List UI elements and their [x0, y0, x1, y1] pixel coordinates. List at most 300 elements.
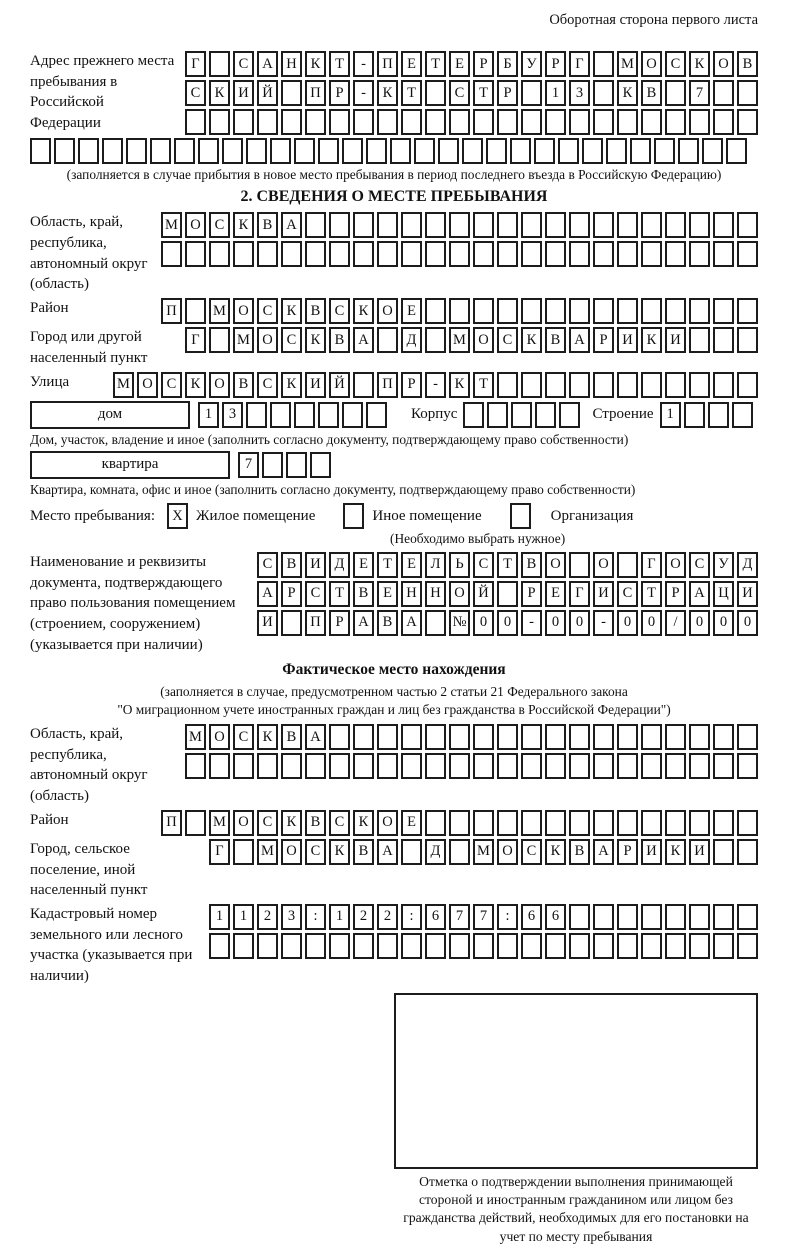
char-box[interactable]: Р — [665, 581, 686, 607]
char-box[interactable] — [294, 402, 315, 428]
char-box[interactable] — [473, 724, 494, 750]
char-box[interactable]: И — [257, 610, 278, 636]
char-box[interactable] — [425, 810, 446, 836]
char-box[interactable]: Е — [401, 298, 422, 324]
char-box[interactable]: К — [353, 810, 374, 836]
char-box[interactable] — [161, 241, 182, 267]
char-box[interactable] — [521, 241, 542, 267]
char-box[interactable] — [737, 298, 758, 324]
char-box[interactable] — [545, 810, 566, 836]
char-box[interactable] — [665, 724, 686, 750]
char-box[interactable] — [737, 327, 758, 353]
char-box[interactable] — [449, 810, 470, 836]
char-box[interactable] — [377, 109, 398, 135]
char-box[interactable] — [713, 724, 734, 750]
char-box[interactable]: С — [521, 839, 542, 865]
char-box[interactable] — [569, 904, 590, 930]
char-box[interactable] — [713, 109, 734, 135]
char-box[interactable] — [449, 933, 470, 959]
char-box[interactable] — [713, 933, 734, 959]
char-box[interactable]: С — [689, 552, 710, 578]
char-box[interactable] — [185, 109, 206, 135]
char-box[interactable]: С — [617, 581, 638, 607]
char-box[interactable] — [425, 109, 446, 135]
char-box[interactable] — [486, 138, 507, 164]
char-box[interactable] — [713, 80, 734, 106]
char-box[interactable] — [473, 298, 494, 324]
char-box[interactable]: Р — [521, 581, 542, 607]
char-box[interactable]: В — [521, 552, 542, 578]
char-box[interactable]: Р — [593, 327, 614, 353]
char-box[interactable]: С — [233, 51, 254, 77]
char-box[interactable] — [185, 753, 206, 779]
char-box[interactable] — [684, 402, 705, 428]
char-box[interactable] — [497, 241, 518, 267]
char-box[interactable]: С — [233, 724, 254, 750]
char-box[interactable]: 1 — [198, 402, 219, 428]
char-box[interactable] — [425, 298, 446, 324]
char-box[interactable] — [641, 753, 662, 779]
char-box[interactable]: К — [521, 327, 542, 353]
char-box[interactable]: 7 — [238, 452, 259, 478]
char-box[interactable] — [737, 810, 758, 836]
char-box[interactable]: В — [257, 212, 278, 238]
char-box[interactable] — [569, 552, 590, 578]
char-box[interactable] — [678, 138, 699, 164]
char-box[interactable]: С — [257, 372, 278, 398]
char-box[interactable]: К — [233, 212, 254, 238]
char-box[interactable] — [665, 298, 686, 324]
char-box[interactable]: С — [281, 327, 302, 353]
char-box[interactable] — [310, 452, 331, 478]
char-box[interactable] — [353, 241, 374, 267]
char-box[interactable]: О — [257, 327, 278, 353]
char-box[interactable] — [569, 372, 590, 398]
char-box[interactable] — [726, 138, 747, 164]
char-box[interactable] — [665, 753, 686, 779]
char-box[interactable]: Д — [401, 327, 422, 353]
char-box[interactable]: 1 — [329, 904, 350, 930]
char-box[interactable]: О — [713, 51, 734, 77]
char-box[interactable] — [545, 212, 566, 238]
char-box[interactable]: - — [593, 610, 614, 636]
char-box[interactable]: - — [521, 610, 542, 636]
char-box[interactable]: Г — [569, 581, 590, 607]
char-box[interactable]: М — [113, 372, 134, 398]
char-box[interactable] — [545, 298, 566, 324]
char-box[interactable]: П — [377, 51, 398, 77]
char-box[interactable]: Й — [473, 581, 494, 607]
char-box[interactable] — [257, 753, 278, 779]
char-box[interactable]: О — [137, 372, 158, 398]
char-box[interactable]: 1 — [233, 904, 254, 930]
char-box[interactable] — [665, 212, 686, 238]
char-box[interactable] — [102, 138, 123, 164]
char-box[interactable] — [665, 109, 686, 135]
char-box[interactable] — [689, 212, 710, 238]
char-box[interactable] — [209, 753, 230, 779]
char-box[interactable]: Е — [545, 581, 566, 607]
char-box[interactable] — [665, 241, 686, 267]
char-box[interactable] — [174, 138, 195, 164]
char-box[interactable]: К — [617, 80, 638, 106]
char-box[interactable]: Г — [641, 552, 662, 578]
char-box[interactable]: В — [353, 581, 374, 607]
char-box[interactable]: : — [401, 904, 422, 930]
char-box[interactable]: С — [257, 298, 278, 324]
char-box[interactable] — [617, 933, 638, 959]
char-box[interactable]: 7 — [689, 80, 710, 106]
char-box[interactable] — [708, 402, 729, 428]
char-box[interactable] — [30, 138, 51, 164]
char-box[interactable] — [737, 724, 758, 750]
char-box[interactable]: М — [233, 327, 254, 353]
char-box[interactable]: С — [305, 839, 326, 865]
char-box[interactable] — [305, 753, 326, 779]
char-box[interactable]: А — [257, 581, 278, 607]
char-box[interactable] — [449, 839, 470, 865]
char-box[interactable]: О — [185, 212, 206, 238]
char-box[interactable]: О — [449, 581, 470, 607]
char-box[interactable] — [305, 241, 326, 267]
char-box[interactable] — [185, 810, 206, 836]
char-box[interactable] — [569, 724, 590, 750]
char-box[interactable]: Р — [329, 610, 350, 636]
char-box[interactable]: В — [281, 552, 302, 578]
char-box[interactable] — [497, 109, 518, 135]
char-box[interactable]: К — [185, 372, 206, 398]
char-box[interactable]: К — [545, 839, 566, 865]
char-box[interactable] — [713, 753, 734, 779]
char-box[interactable] — [689, 241, 710, 267]
char-box[interactable]: М — [209, 810, 230, 836]
char-box[interactable] — [545, 933, 566, 959]
char-box[interactable] — [281, 80, 302, 106]
char-box[interactable] — [414, 138, 435, 164]
char-box[interactable] — [270, 402, 291, 428]
char-box[interactable]: О — [545, 552, 566, 578]
char-box[interactable]: И — [617, 327, 638, 353]
char-box[interactable] — [689, 810, 710, 836]
char-box[interactable]: А — [593, 839, 614, 865]
char-box[interactable]: С — [257, 810, 278, 836]
char-box[interactable]: Н — [281, 51, 302, 77]
char-box[interactable]: С — [665, 51, 686, 77]
char-box[interactable]: П — [161, 298, 182, 324]
char-box[interactable]: С — [497, 327, 518, 353]
char-box[interactable] — [342, 138, 363, 164]
char-box[interactable] — [401, 109, 422, 135]
char-box[interactable] — [702, 138, 723, 164]
char-box[interactable] — [281, 241, 302, 267]
char-box[interactable] — [713, 372, 734, 398]
char-box[interactable]: Н — [401, 581, 422, 607]
char-box[interactable] — [617, 724, 638, 750]
char-box[interactable] — [257, 933, 278, 959]
char-box[interactable]: П — [305, 610, 326, 636]
char-box[interactable]: К — [257, 724, 278, 750]
char-box[interactable] — [233, 753, 254, 779]
char-box[interactable]: 3 — [281, 904, 302, 930]
char-box[interactable] — [449, 724, 470, 750]
char-box[interactable] — [665, 372, 686, 398]
char-box[interactable] — [342, 402, 363, 428]
char-box[interactable]: А — [281, 212, 302, 238]
char-box[interactable]: А — [353, 327, 374, 353]
char-box[interactable]: Г — [209, 839, 230, 865]
char-box[interactable]: Р — [497, 80, 518, 106]
char-box[interactable] — [318, 138, 339, 164]
char-box[interactable] — [353, 372, 374, 398]
char-box[interactable] — [511, 402, 532, 428]
char-box[interactable]: 2 — [353, 904, 374, 930]
char-box[interactable]: М — [449, 327, 470, 353]
char-box[interactable] — [689, 724, 710, 750]
char-box[interactable] — [425, 610, 446, 636]
char-box[interactable]: К — [281, 810, 302, 836]
char-box[interactable]: С — [257, 552, 278, 578]
char-box[interactable] — [617, 241, 638, 267]
char-box[interactable]: К — [305, 51, 326, 77]
char-box[interactable] — [510, 503, 531, 529]
char-box[interactable] — [737, 839, 758, 865]
char-box[interactable]: Л — [425, 552, 446, 578]
char-box[interactable] — [353, 109, 374, 135]
char-box[interactable]: - — [353, 51, 374, 77]
char-box[interactable] — [713, 241, 734, 267]
char-box[interactable] — [401, 212, 422, 238]
char-box[interactable] — [593, 372, 614, 398]
char-box[interactable] — [449, 753, 470, 779]
char-box[interactable] — [521, 810, 542, 836]
char-box[interactable] — [713, 327, 734, 353]
char-box[interactable] — [281, 610, 302, 636]
char-box[interactable]: У — [521, 51, 542, 77]
char-box[interactable]: М — [161, 212, 182, 238]
char-box[interactable]: 3 — [569, 80, 590, 106]
char-box[interactable] — [545, 724, 566, 750]
char-box[interactable] — [521, 298, 542, 324]
char-box[interactable] — [732, 402, 753, 428]
char-box[interactable]: И — [665, 327, 686, 353]
char-box[interactable]: П — [377, 372, 398, 398]
char-box[interactable]: 0 — [737, 610, 758, 636]
char-box[interactable]: И — [641, 839, 662, 865]
char-box[interactable] — [737, 80, 758, 106]
char-box[interactable] — [534, 138, 555, 164]
char-box[interactable]: У — [713, 552, 734, 578]
char-box[interactable]: 7 — [473, 904, 494, 930]
char-box[interactable] — [286, 452, 307, 478]
char-box[interactable]: О — [377, 298, 398, 324]
char-box[interactable]: - — [425, 372, 446, 398]
char-box[interactable] — [593, 933, 614, 959]
char-box[interactable]: 0 — [641, 610, 662, 636]
char-box[interactable]: Г — [569, 51, 590, 77]
char-box[interactable] — [246, 402, 267, 428]
char-box[interactable]: О — [209, 372, 230, 398]
char-box[interactable] — [246, 138, 267, 164]
char-box[interactable] — [377, 241, 398, 267]
char-box[interactable] — [569, 933, 590, 959]
char-box[interactable] — [630, 138, 651, 164]
char-box[interactable]: Р — [281, 581, 302, 607]
char-box[interactable] — [617, 109, 638, 135]
char-box[interactable] — [329, 753, 350, 779]
char-box[interactable]: О — [593, 552, 614, 578]
char-box[interactable] — [329, 109, 350, 135]
char-box[interactable]: Г — [185, 51, 206, 77]
char-box[interactable]: : — [497, 904, 518, 930]
char-box[interactable] — [593, 51, 614, 77]
char-box[interactable]: С — [305, 581, 326, 607]
char-box[interactable] — [329, 724, 350, 750]
char-box[interactable] — [425, 80, 446, 106]
char-box[interactable]: К — [305, 327, 326, 353]
char-box[interactable]: С — [473, 552, 494, 578]
char-box[interactable] — [689, 372, 710, 398]
char-box[interactable]: № — [449, 610, 470, 636]
char-box[interactable] — [689, 109, 710, 135]
char-box[interactable]: С — [185, 80, 206, 106]
char-box[interactable] — [209, 241, 230, 267]
char-box[interactable]: В — [305, 810, 326, 836]
char-box[interactable] — [425, 212, 446, 238]
char-box[interactable]: В — [233, 372, 254, 398]
char-box[interactable] — [641, 933, 662, 959]
char-box[interactable]: С — [449, 80, 470, 106]
char-box[interactable] — [665, 904, 686, 930]
char-box[interactable]: М — [617, 51, 638, 77]
char-box[interactable] — [377, 212, 398, 238]
char-box[interactable] — [318, 402, 339, 428]
char-box[interactable] — [270, 138, 291, 164]
char-box[interactable]: В — [569, 839, 590, 865]
char-box[interactable]: X — [167, 503, 188, 529]
char-box[interactable]: О — [233, 298, 254, 324]
char-box[interactable] — [593, 212, 614, 238]
char-box[interactable] — [641, 810, 662, 836]
char-box[interactable] — [449, 241, 470, 267]
char-box[interactable]: - — [353, 80, 374, 106]
char-box[interactable] — [377, 933, 398, 959]
char-box[interactable] — [305, 109, 326, 135]
char-box[interactable]: 0 — [569, 610, 590, 636]
char-box[interactable]: И — [593, 581, 614, 607]
char-box[interactable] — [497, 372, 518, 398]
char-box[interactable]: К — [377, 80, 398, 106]
char-box[interactable] — [377, 753, 398, 779]
char-box[interactable]: Е — [377, 581, 398, 607]
char-box[interactable]: О — [209, 724, 230, 750]
char-box[interactable]: К — [665, 839, 686, 865]
char-box[interactable] — [185, 298, 206, 324]
char-box[interactable] — [473, 933, 494, 959]
char-box[interactable] — [390, 138, 411, 164]
char-box[interactable]: 0 — [545, 610, 566, 636]
char-box[interactable]: И — [737, 581, 758, 607]
char-box[interactable] — [497, 581, 518, 607]
char-box[interactable] — [617, 372, 638, 398]
char-box[interactable]: И — [689, 839, 710, 865]
char-box[interactable]: 7 — [449, 904, 470, 930]
char-box[interactable] — [343, 503, 364, 529]
char-box[interactable]: В — [377, 610, 398, 636]
char-box[interactable] — [353, 724, 374, 750]
char-box[interactable]: К — [689, 51, 710, 77]
char-box[interactable] — [377, 724, 398, 750]
char-box[interactable] — [737, 933, 758, 959]
char-box[interactable]: И — [305, 552, 326, 578]
char-box[interactable] — [641, 241, 662, 267]
char-box[interactable] — [425, 724, 446, 750]
char-box[interactable] — [617, 810, 638, 836]
char-box[interactable] — [569, 241, 590, 267]
char-box[interactable] — [617, 212, 638, 238]
char-box[interactable] — [497, 810, 518, 836]
char-box[interactable]: М — [209, 298, 230, 324]
char-box[interactable] — [569, 109, 590, 135]
char-box[interactable]: / — [665, 610, 686, 636]
char-box[interactable] — [617, 298, 638, 324]
char-box[interactable] — [665, 933, 686, 959]
char-box[interactable] — [521, 933, 542, 959]
char-box[interactable]: Т — [473, 80, 494, 106]
char-box[interactable]: К — [281, 372, 302, 398]
char-box[interactable]: Й — [329, 372, 350, 398]
char-box[interactable]: Т — [425, 51, 446, 77]
char-box[interactable] — [329, 212, 350, 238]
char-box[interactable]: Т — [497, 552, 518, 578]
char-box[interactable]: 1 — [209, 904, 230, 930]
char-box[interactable]: 2 — [257, 904, 278, 930]
char-box[interactable] — [497, 753, 518, 779]
char-box[interactable]: Д — [329, 552, 350, 578]
char-box[interactable] — [545, 241, 566, 267]
char-box[interactable]: Т — [329, 51, 350, 77]
char-box[interactable] — [257, 241, 278, 267]
char-box[interactable]: Г — [185, 327, 206, 353]
char-box[interactable]: 6 — [545, 904, 566, 930]
char-box[interactable]: Т — [401, 80, 422, 106]
char-box[interactable] — [737, 904, 758, 930]
char-box[interactable]: Е — [401, 51, 422, 77]
char-box[interactable]: 1 — [545, 80, 566, 106]
char-box[interactable] — [366, 402, 387, 428]
char-box[interactable] — [438, 138, 459, 164]
char-box[interactable] — [462, 138, 483, 164]
char-box[interactable] — [521, 212, 542, 238]
char-box[interactable] — [353, 933, 374, 959]
char-box[interactable]: К — [449, 372, 470, 398]
char-box[interactable] — [606, 138, 627, 164]
char-box[interactable]: В — [641, 80, 662, 106]
char-box[interactable] — [545, 109, 566, 135]
char-box[interactable]: В — [305, 298, 326, 324]
char-box[interactable] — [198, 138, 219, 164]
char-box[interactable]: Р — [545, 51, 566, 77]
char-box[interactable] — [569, 810, 590, 836]
char-box[interactable]: О — [233, 810, 254, 836]
char-box[interactable] — [641, 212, 662, 238]
char-box[interactable]: Р — [473, 51, 494, 77]
char-box[interactable] — [425, 753, 446, 779]
char-box[interactable] — [641, 109, 662, 135]
char-box[interactable]: А — [377, 839, 398, 865]
char-box[interactable]: Т — [377, 552, 398, 578]
char-box[interactable] — [521, 80, 542, 106]
char-box[interactable] — [487, 402, 508, 428]
